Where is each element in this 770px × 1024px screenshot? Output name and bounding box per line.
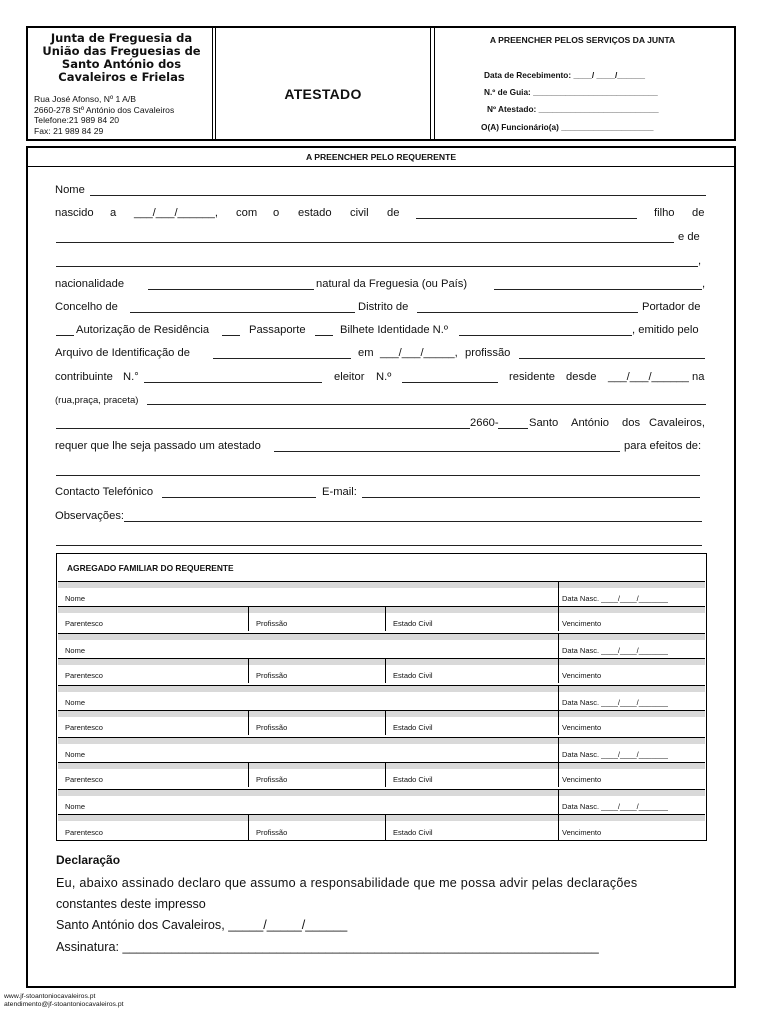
clerk-field[interactable]: O(A) Funcionário(a) ____________________ bbox=[481, 122, 654, 132]
declaration-title: Declaração bbox=[56, 853, 121, 867]
header-box bbox=[26, 26, 736, 141]
label-natural: natural da Freguesia (ou País) bbox=[316, 278, 468, 290]
received-date-field[interactable]: Data de Recebimento: ____/ ____/______ bbox=[484, 70, 645, 80]
member-estado-civil-label[interactable]: Estado Civil bbox=[393, 775, 433, 784]
civil-status-field[interactable] bbox=[416, 218, 637, 219]
comma: , bbox=[702, 278, 706, 290]
member-detail-row bbox=[58, 710, 705, 735]
purpose-field[interactable] bbox=[56, 475, 700, 476]
birth-date-field[interactable]: ___/___/______, bbox=[134, 207, 218, 219]
member-birthdate-label[interactable]: Data Nasc. ____/____/_______ bbox=[562, 594, 668, 603]
member-detail-row bbox=[58, 606, 705, 631]
locality-santo: Santo bbox=[529, 417, 559, 429]
label-com: com bbox=[236, 207, 258, 219]
member-name-label[interactable]: Nome bbox=[65, 750, 86, 759]
divider bbox=[212, 28, 213, 139]
taxpayer-number-field[interactable] bbox=[144, 382, 322, 383]
member-birthdate-label[interactable]: Data Nasc. ____/____/_______ bbox=[562, 802, 668, 811]
member-profissao-label[interactable]: Profissão bbox=[256, 671, 288, 680]
label-a: a bbox=[110, 207, 117, 219]
postal-prefix: 2660- bbox=[470, 417, 499, 429]
address-line: 2660-278 Stº António dos Cavaleiros bbox=[34, 104, 175, 115]
label-nascido: nascido bbox=[55, 207, 94, 219]
certificate-number-field[interactable]: Nº Atestado: __________________________ bbox=[487, 104, 659, 114]
locality-cavaleiros: Cavaleiros, bbox=[649, 417, 705, 429]
phone-line: Telefone:21 989 84 20 bbox=[34, 115, 120, 125]
member-parentesco-label[interactable]: Parentesco bbox=[65, 671, 103, 680]
member-name-row bbox=[58, 737, 705, 762]
footer-website[interactable]: www.jf-stoantoniocavaleiros.pt bbox=[4, 993, 96, 1000]
member-profissao-label[interactable]: Profissão bbox=[256, 619, 288, 628]
label-o: o bbox=[273, 207, 280, 219]
member-detail-row bbox=[58, 814, 705, 840]
member-parentesco-label[interactable]: Parentesco bbox=[65, 775, 103, 784]
member-vencimento-label[interactable]: Vencimento bbox=[562, 828, 602, 837]
observations-field[interactable] bbox=[124, 521, 702, 522]
label-civil: civil bbox=[350, 207, 369, 219]
member-name-row bbox=[58, 789, 705, 814]
label-estado: estado bbox=[298, 207, 332, 219]
mother-name-field[interactable] bbox=[56, 266, 698, 267]
member-detail-row bbox=[58, 762, 705, 787]
certificate-type-field[interactable] bbox=[274, 451, 620, 452]
residence-permit-checkbox[interactable] bbox=[56, 335, 74, 336]
comma: , bbox=[698, 255, 702, 267]
label-nacionalidade: nacionalidade bbox=[55, 278, 125, 290]
member-parentesco-label[interactable]: Parentesco bbox=[65, 828, 103, 837]
label-profissao: profissão bbox=[465, 347, 511, 359]
fax-line: Fax: 21 989 84 29 bbox=[34, 125, 104, 136]
organization-cell bbox=[28, 28, 216, 139]
label-em: em bbox=[358, 347, 374, 359]
issue-date-field[interactable]: ___/___/_____, bbox=[380, 347, 458, 359]
label-observacoes: Observações: bbox=[55, 510, 125, 522]
member-profissao-label[interactable]: Profissão bbox=[256, 723, 288, 732]
member-name-label[interactable]: Nome bbox=[65, 802, 86, 811]
birthplace-field[interactable] bbox=[494, 289, 702, 290]
label-email: E-mail: bbox=[322, 486, 357, 498]
label-eleitor: eleitor bbox=[334, 371, 365, 383]
label-contribuinte: contribuinte bbox=[55, 371, 113, 383]
member-name-row bbox=[58, 633, 705, 658]
label-nome: Nome bbox=[55, 184, 85, 196]
label-autorizacao: Autorização de Residência bbox=[76, 324, 210, 336]
label-residente: residente bbox=[509, 371, 556, 383]
street-field[interactable] bbox=[147, 404, 706, 405]
locality-dos: dos bbox=[622, 417, 641, 429]
id-card-checkbox[interactable] bbox=[315, 335, 333, 336]
footer-email[interactable]: atendimento@jf-stoantoniocavaleiros.pt bbox=[4, 1001, 124, 1008]
member-profissao-label[interactable]: Profissão bbox=[256, 775, 288, 784]
member-parentesco-label[interactable]: Parentesco bbox=[65, 619, 103, 628]
member-estado-civil-label[interactable]: Estado Civil bbox=[393, 723, 433, 732]
member-vencimento-label[interactable]: Vencimento bbox=[562, 723, 602, 732]
guide-number-field[interactable]: N.º de Guia: ___________________________ bbox=[484, 87, 658, 97]
label-n-contribuinte: N.° bbox=[123, 371, 139, 383]
label-portador: Portador de bbox=[642, 301, 701, 313]
label-arquivo: Arquivo de Identificação de bbox=[55, 347, 190, 359]
label-bilhete: Bilhete Identidade N.º bbox=[340, 324, 448, 336]
member-vencimento-label[interactable]: Vencimento bbox=[562, 775, 602, 784]
household-table bbox=[56, 553, 707, 841]
label-emitido: , emitido pelo bbox=[632, 324, 699, 336]
declaration-text-cont: constantes deste impresso bbox=[56, 897, 206, 911]
signature-field[interactable]: Assinatura: ____________________________________________________________________ bbox=[56, 940, 599, 954]
label-filho: filho bbox=[654, 207, 675, 219]
place-date-field[interactable]: Santo António dos Cavaleiros, _____/_____/______ bbox=[56, 918, 348, 932]
member-estado-civil-label[interactable]: Estado Civil bbox=[393, 671, 433, 680]
phone-field[interactable] bbox=[162, 497, 316, 498]
label-desde: desde bbox=[566, 371, 597, 383]
label-rua: (rua,praça, praceta) bbox=[55, 395, 139, 406]
residence-since-field[interactable]: ___/___/______ bbox=[608, 371, 689, 383]
title-cell bbox=[216, 28, 431, 139]
document-title: ATESTADO bbox=[284, 86, 362, 102]
address-line: Rua José Afonso, Nº 1 A/B bbox=[34, 94, 137, 104]
member-birthdate-label[interactable]: Data Nasc. ____/____/_______ bbox=[562, 646, 668, 655]
nationality-field[interactable] bbox=[148, 289, 314, 290]
member-estado-civil-label[interactable]: Estado Civil bbox=[393, 828, 433, 837]
member-birthdate-label[interactable]: Data Nasc. ____/____/_______ bbox=[562, 750, 668, 759]
member-name-label[interactable]: Nome bbox=[65, 698, 86, 707]
member-name-row bbox=[58, 685, 705, 710]
member-detail-row bbox=[58, 658, 705, 683]
voter-number-field[interactable] bbox=[402, 382, 498, 383]
member-parentesco-label[interactable]: Parentesco bbox=[65, 723, 103, 732]
label-para-efeitos: para efeitos de: bbox=[624, 440, 702, 452]
organization-name: Junta de Freguesia da União das Freguesias de Santo António dos Cavaleiros e Frielas bbox=[42, 31, 201, 84]
services-title: A PREENCHER PELOS SERVIÇOS DA JUNTA bbox=[489, 35, 676, 45]
member-profissao-label[interactable]: Profissão bbox=[256, 828, 288, 837]
observations-field-cont[interactable] bbox=[56, 545, 702, 546]
member-estado-civil-label[interactable]: Estado Civil bbox=[393, 619, 433, 628]
id-number-field[interactable] bbox=[459, 335, 632, 336]
member-name-row bbox=[58, 581, 705, 606]
member-vencimento-label[interactable]: Vencimento bbox=[562, 619, 602, 628]
member-name-label[interactable]: Nome bbox=[65, 646, 86, 655]
locality-antonio: António bbox=[571, 417, 609, 429]
profession-field[interactable] bbox=[519, 358, 705, 359]
label-passaporte: Passaporte bbox=[249, 324, 306, 336]
label-na: na bbox=[692, 371, 705, 383]
member-birthdate-label[interactable]: Data Nasc. ____/____/_______ bbox=[562, 698, 668, 707]
member-vencimento-label[interactable]: Vencimento bbox=[562, 671, 602, 680]
declaration-text: Eu, abaixo assinado declaro que assumo a responsabilidade que me possa advir pelas declarações bbox=[56, 876, 638, 890]
street-field-cont[interactable] bbox=[56, 428, 470, 429]
passport-checkbox[interactable] bbox=[222, 335, 240, 336]
archive-field[interactable] bbox=[213, 358, 351, 359]
section-title: A PREENCHER PELO REQUERENTE bbox=[28, 148, 734, 167]
label-contacto: Contacto Telefónico bbox=[55, 486, 154, 498]
label-de-2: de bbox=[692, 207, 705, 219]
label-requer: requer que lhe seja passado um atestado bbox=[55, 440, 261, 452]
label-e-de: e de bbox=[678, 231, 700, 243]
nome-field[interactable] bbox=[90, 195, 706, 196]
label-n-eleitor: N.º bbox=[376, 371, 392, 383]
household-title: AGREGADO FAMILIAR DO REQUERENTE bbox=[67, 563, 234, 573]
label-concelho: Concelho de bbox=[55, 301, 118, 313]
organization-address bbox=[34, 94, 174, 136]
father-name-field[interactable] bbox=[56, 242, 674, 243]
label-de: de bbox=[387, 207, 400, 219]
label-distrito: Distrito de bbox=[358, 301, 409, 313]
municipality-field[interactable] bbox=[130, 312, 355, 313]
member-name-label[interactable]: Nome bbox=[65, 594, 86, 603]
services-cell bbox=[431, 28, 734, 139]
email-field[interactable] bbox=[362, 497, 700, 498]
district-field[interactable] bbox=[417, 312, 638, 313]
postal-suffix-field[interactable] bbox=[498, 428, 528, 429]
